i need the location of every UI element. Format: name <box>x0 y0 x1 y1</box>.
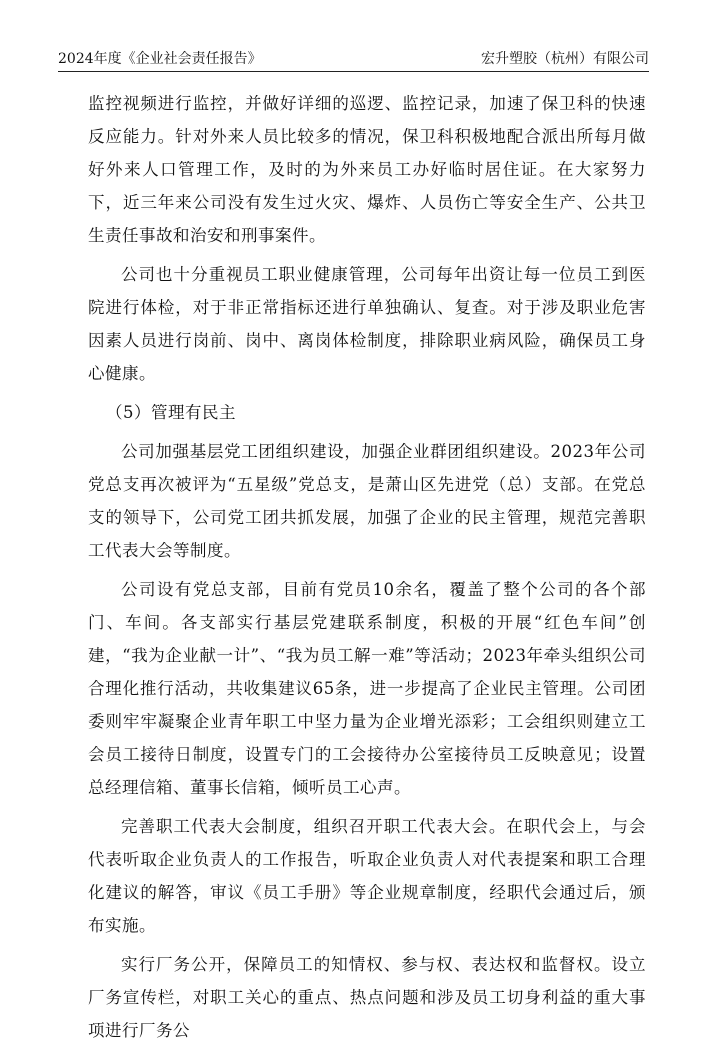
section-heading-democracy: （5）管理有民主 <box>106 403 236 422</box>
paragraph-health: 公司也十分重视员工职业健康管理，公司每年出资让每一位员工到医院进行体检，对于非正常指标还进行单独确认、复查。对于涉及职业危害因素人员进行岗前、岗中、离岗体检制度，排除职业病风险，确保员工身心健康。 <box>88 265 646 383</box>
report-title: 2024年度《企业社会责任报告》 <box>58 51 262 67</box>
paragraph-worker-congress: 完善职工代表大会制度，组织召开职工代表大会。在职代会上，与会代表听取企业负责人的工作报告，听取企业负责人对代表提案和职工合理化建议的解答，审议《员工手册》等企业规章制度，经职代会通过后，颁布实施。 <box>88 817 646 935</box>
paragraph-party-branch: 公司设有党总支部，目前有党员10余名，覆盖了整个公司的各个部门、车间。各支部实行基层党建联系制度，积极的开展“红色车间”创建，“我为企业献一计”、“我为员工解一难”等活动；2023年牵头组织公司合理化推行活动，共收集建议65条，进一步提高了企业民主管理。公司团委则牢牢凝聚企业青年职工中坚力量为企业增光添彩；工会组织则建立工会员工接待日制度，设置专门的工会接待办公室接待员工反映意见；设置总经理信箱、董事长信箱，倾听员工心声。 <box>88 580 646 797</box>
paragraph-security: 监控视频进行监控，并做好详细的巡逻、监控记录，加速了保卫科的快速反应能力。针对外来人员比较多的情况，保卫科积极地配合派出所每月做好外来人口管理工作，及时的为外来员工办好临时居住证。在大家努力下，近三年来公司没有发生过火灾、爆炸、人员伤亡等安全生产、公共卫生责任事故和治安和刑事案件。 <box>88 94 646 245</box>
document-body <box>88 87 646 1053</box>
page-header <box>58 47 649 72</box>
paragraph-factory-affairs: 实行厂务公开，保障员工的知情权、参与权、表达权和监督权。设立厂务宣传栏，对职工关心的重点、热点问题和涉及员工切身利益的重大事项进行厂务公 <box>88 955 646 1040</box>
paragraph-party-building: 公司加强基层党工团组织建设，加强企业群团组织建设。2023年公司党总支再次被评为“五星级”党总支，是萧山区先进党（总）支部。在党总支的领导下，公司党工团共抓发展，加强了企业的民主管理，规范完善职工代表大会等制度。 <box>88 442 646 560</box>
company-name: 宏升塑胶（杭州）有限公司 <box>481 51 649 67</box>
